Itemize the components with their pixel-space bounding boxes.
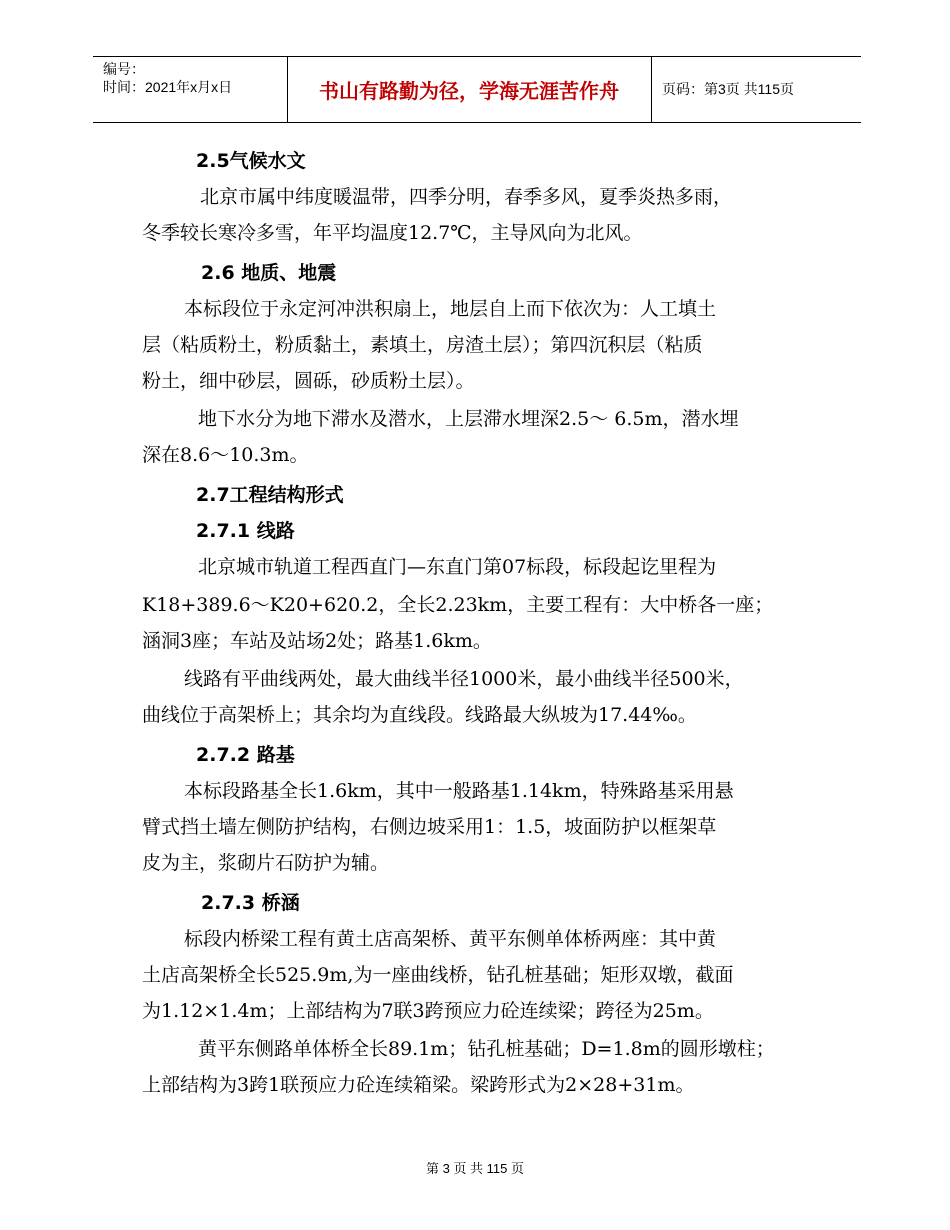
- s25-line-1: 北京市属中纬度暖温带，四季分明，春季多风，夏季炎热多雨，: [200, 186, 733, 208]
- section-2-5-title: 2.5气候水文: [196, 150, 306, 172]
- s272-line-3: 皮为主，浆砌片石防护为辅。: [142, 852, 390, 874]
- s273-line-2: 土店高架桥全长525.9m,为一座曲线桥，钻孔桩基础；矩形双墩，截面: [142, 964, 734, 986]
- section-2-7-2-title: 2.7.2 路基: [196, 744, 295, 766]
- s26-line-4: 地下水分为地下滞水及潜水，上层滞水埋深2.5～ 6.5m，潜水埋: [198, 408, 739, 430]
- s273-line-4: 黄平东侧路单体桥全长89.1m；钻孔桩基础；D=1.8m的圆形墩柱；: [198, 1038, 775, 1060]
- time-label: 时间：2021年x月x日: [103, 79, 233, 95]
- section-2-7-3-title: 2.7.3 桥涵: [201, 892, 300, 914]
- section-2-7-1-title: 2.7.1 线路: [196, 520, 295, 542]
- s273-line-5: 上部结构为3跨1联预应力砼连续箱梁。梁跨形式为2×28+31m。: [142, 1074, 695, 1096]
- s272-line-2: 臂式挡土墙左侧防护结构，右侧边坡采用1：1.5，坡面防护以框架草: [142, 816, 717, 838]
- s26-line-2: 层（粘质粉土，粉质黏土，素填土，房渣土层）；第四沉积层（粘质: [142, 334, 703, 356]
- page-footer: 第 3 页 共 115 页: [425, 1161, 524, 1176]
- header-page-info: 页码：第3页 共115页: [662, 81, 794, 97]
- number-label: 编号：: [103, 61, 145, 77]
- header-motto: 书山有路勤为径，学海无涯苦作舟: [319, 78, 619, 103]
- s271-line-4: 线路有平曲线两处，最大曲线半径1000米，最小曲线半径500米，: [184, 668, 744, 690]
- section-2-6-title: 2.6 地质、地震: [201, 262, 337, 284]
- s271-line-1: 北京城市轨道工程西直门—东直门第07标段，标段起讫里程为: [198, 556, 717, 578]
- s273-line-1: 标段内桥梁工程有黄土店高架桥、黄平东侧单体桥两座：其中黄: [184, 928, 717, 950]
- s272-line-1: 本标段路基全长1.6km，其中一般路基1.14km，特殊路基采用悬: [184, 780, 734, 802]
- s271-line-3: 涵洞3座；车站及站场2处；路基1.6km。: [142, 630, 492, 652]
- s271-line-5: 曲线位于高架桥上；其余均为直线段。线路最大纵坡为17.44‰。: [142, 704, 697, 726]
- s26-line-3: 粉土，细中砂层，圆砾，砂质粉土层）。: [142, 370, 475, 392]
- section-2-7-title: 2.7工程结构形式: [196, 484, 344, 506]
- s273-line-3: 为1.12×1.4m；上部结构为7联3跨预应力砼连续梁；跨径为25m。: [142, 1000, 714, 1022]
- s26-line-5: 深在8.6～10.3m。: [142, 444, 309, 466]
- s26-line-1: 本标段位于永定河冲洪积扇上，地层自上而下依次为：人工填土: [184, 298, 717, 320]
- s25-line-2: 冬季较长寒冷多雪，年平均温度12.7℃，主导风向为北风。: [142, 222, 643, 244]
- header-meta: [103, 60, 287, 126]
- s271-line-2: K18+389.6～K20+620.2，全长2.23km，主要工程有：大中桥各一座；: [142, 594, 774, 616]
